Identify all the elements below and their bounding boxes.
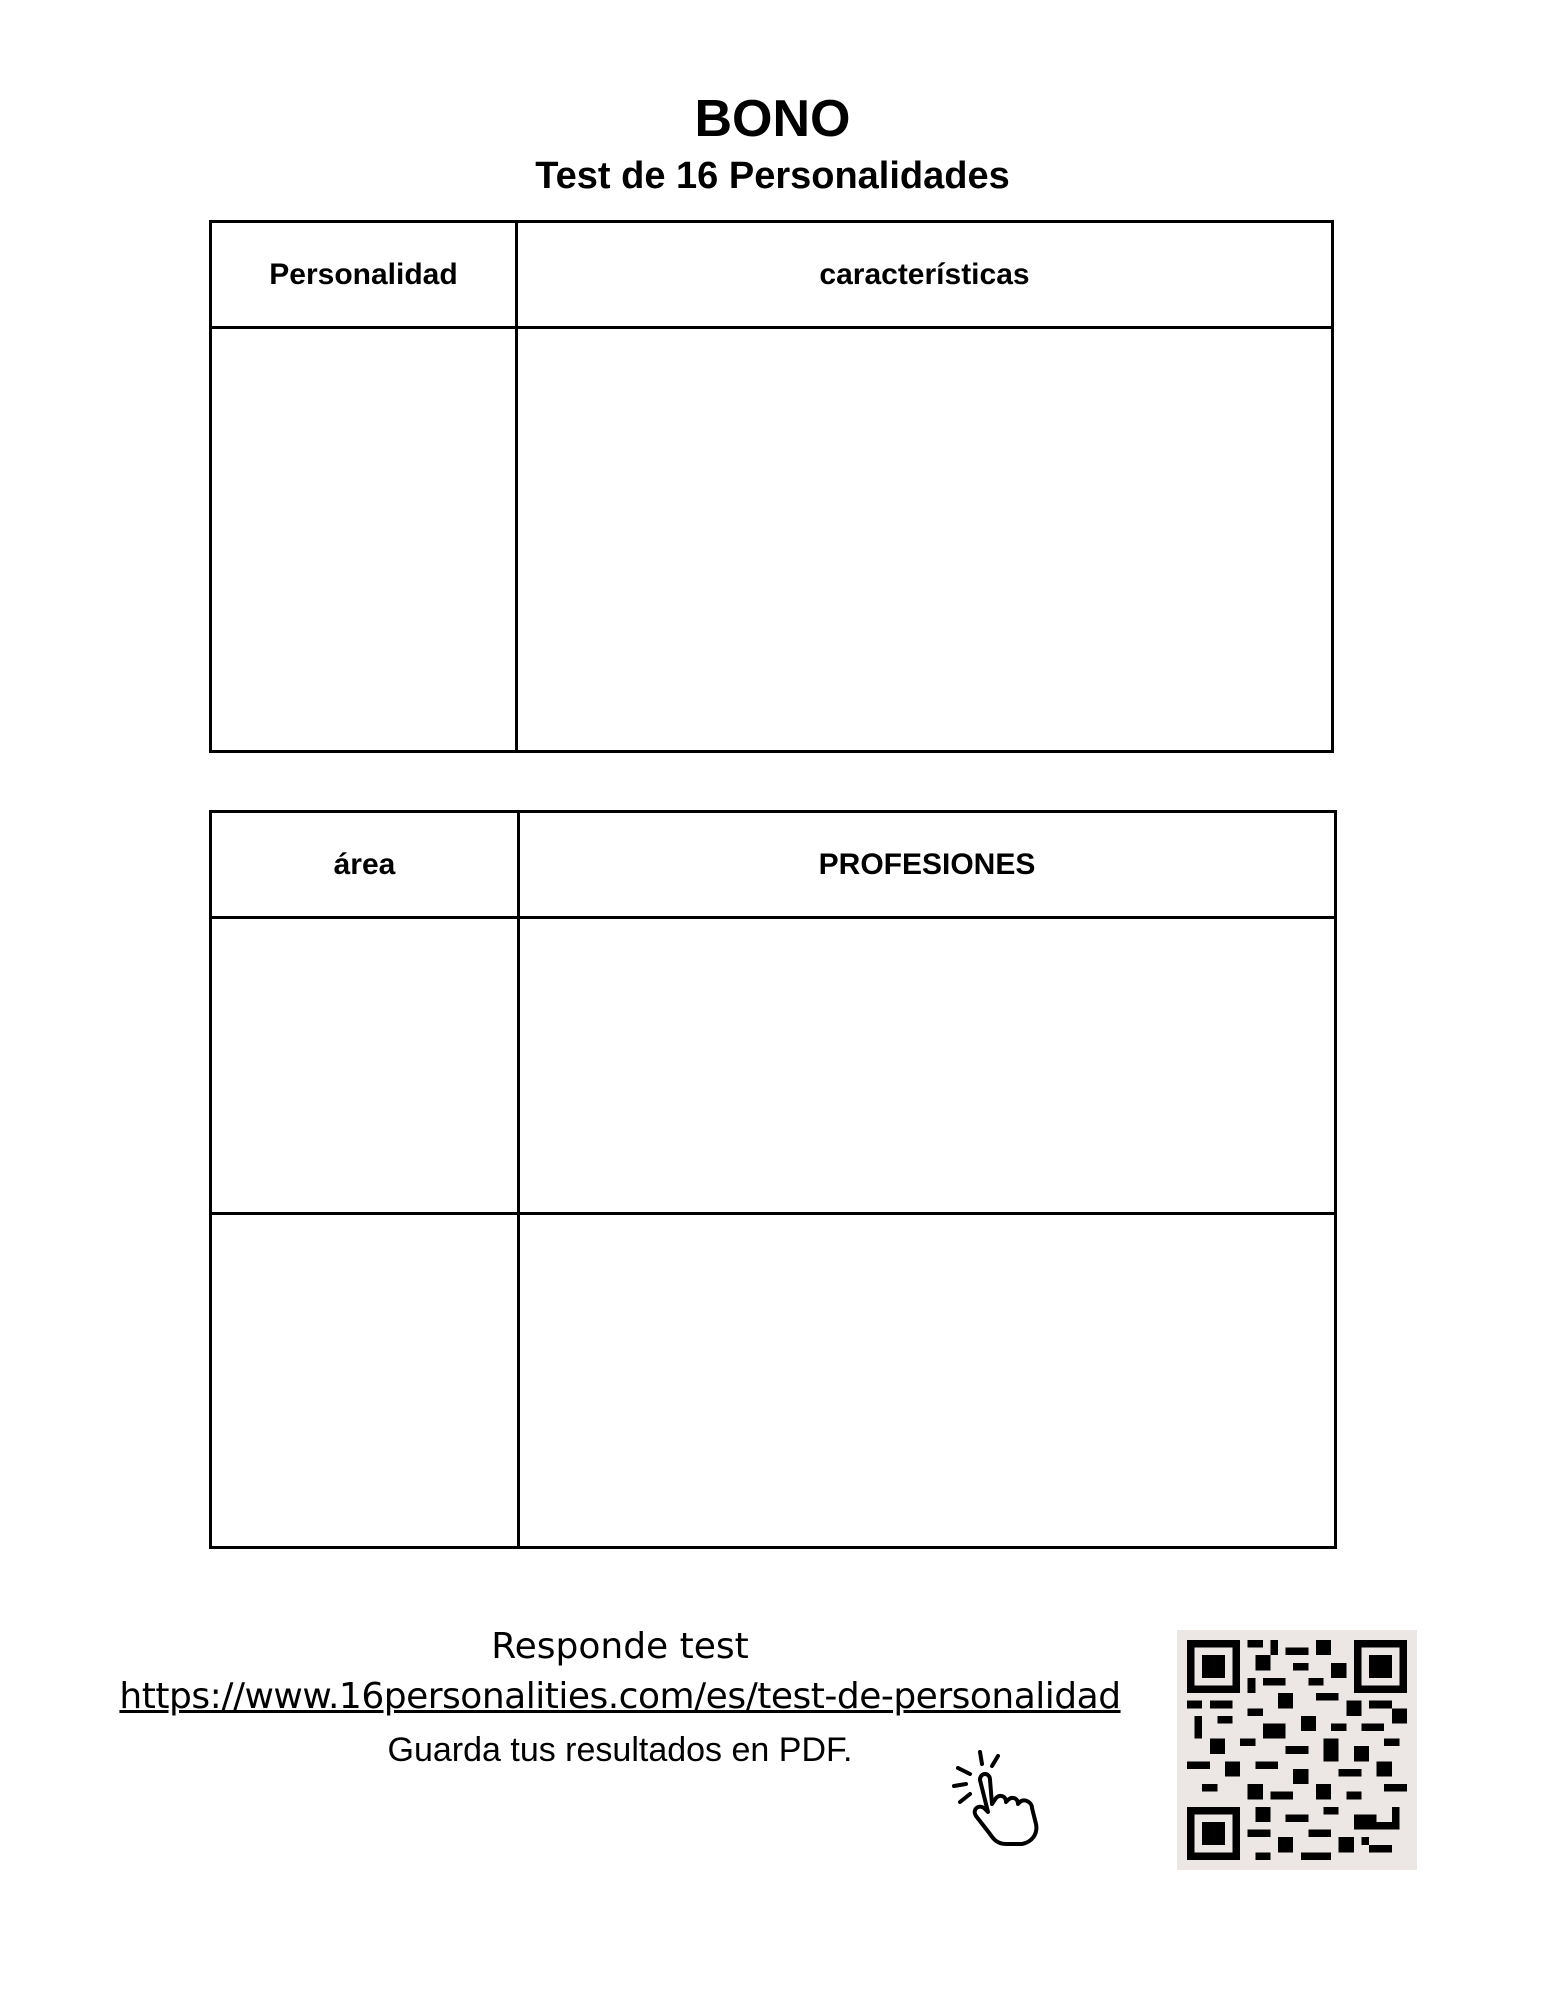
qr-code-graphic — [1187, 1640, 1407, 1860]
save-results-note: Guarda tus resultados en PDF. — [387, 1731, 853, 1769]
professions-cell-1[interactable] — [519, 918, 1336, 1214]
characteristics-cell[interactable] — [517, 328, 1333, 752]
qr-code-icon[interactable] — [1177, 1630, 1417, 1870]
respond-test-label: Responde test — [491, 1626, 749, 1667]
page-title: BONO — [694, 90, 851, 148]
page-subtitle: Test de 16 Personalidades — [535, 155, 1010, 197]
test-url-link[interactable]: https://www.16personalities.com/es/test-de-personalidad — [119, 1676, 1121, 1717]
professions-table — [209, 810, 1337, 1549]
area-column-header: área — [211, 812, 519, 918]
professions-cell-2[interactable] — [519, 1214, 1336, 1548]
personality-table — [209, 220, 1334, 753]
area-cell-2[interactable] — [211, 1214, 519, 1548]
area-cell-1[interactable] — [211, 918, 519, 1214]
personality-column-header: Personalidad — [211, 222, 517, 328]
professions-column-header: PROFESIONES — [519, 812, 1336, 918]
characteristics-column-header: características — [517, 222, 1333, 328]
personality-cell[interactable] — [211, 328, 517, 752]
click-hand-icon — [950, 1748, 1050, 1848]
